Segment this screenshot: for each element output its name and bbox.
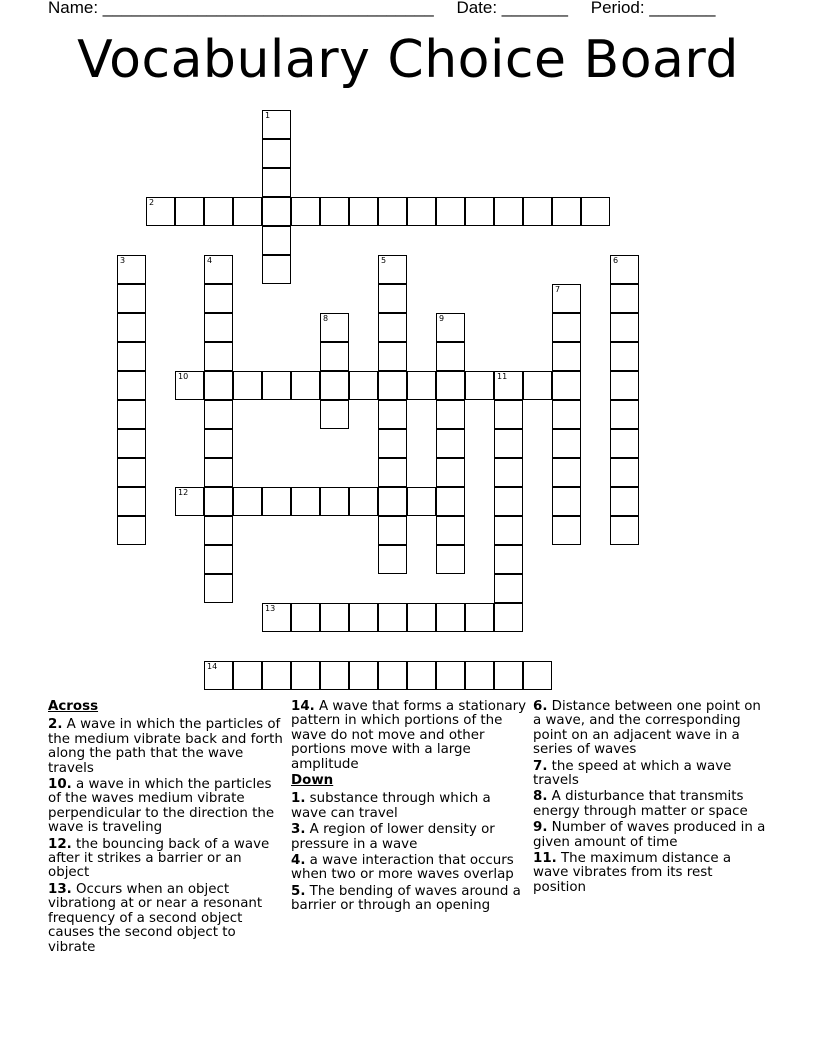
crossword-cell[interactable] [291, 487, 320, 516]
clue-number-label: 10 [178, 372, 189, 381]
crossword-cell[interactable] [233, 197, 262, 226]
clue-down-7: 7. the speed at which a wave travels [533, 758, 732, 789]
crossword-cell[interactable] [378, 197, 407, 226]
clue-down-8: 8. A disturbance that transmits energy through matter or space [533, 789, 748, 819]
crossword-cell[interactable] [494, 429, 523, 458]
crossword-cell[interactable] [494, 516, 523, 545]
crossword-cell[interactable] [378, 429, 407, 458]
crossword-cell[interactable] [204, 545, 233, 574]
clue-across-10: 10. a wave in which the particles of the waves medium vibrate perpendicular to the direction the wave is traveling [48, 777, 275, 836]
clue-number-label: 3 [120, 256, 126, 265]
crossword-cell[interactable] [175, 197, 204, 226]
crossword-cell[interactable] [552, 516, 581, 545]
clue-down-1: 1. substance through which a wave can travel [291, 791, 491, 821]
clue-column-2 [291, 700, 527, 916]
crossword-cell[interactable] [610, 400, 639, 429]
crossword-cell[interactable] [117, 458, 146, 487]
clue-number-label: 2 [149, 198, 155, 207]
clue-across-14: 14. A wave that forms a stationary pattern in which portions of the wave do not move and other portions move with a large amplitude [291, 699, 527, 772]
crossword-cell[interactable] [610, 313, 639, 342]
clue-number-label: 12 [178, 488, 189, 497]
clue-number-label: 6 [613, 256, 619, 265]
crossword-cell[interactable] [349, 197, 378, 226]
crossword-cell[interactable] [262, 661, 291, 690]
crossword-cell[interactable] [610, 255, 639, 284]
crossword-cell[interactable] [320, 313, 349, 342]
crossword-cell[interactable] [494, 400, 523, 429]
clue-across-13: 13. Occurs when an object vibrationg at or near a resonant frequency of a second object causes the second object to vibrate [48, 881, 263, 955]
crossword-cell[interactable] [262, 371, 291, 400]
name-field-label: Name: ___________________________________ [48, 0, 434, 17]
crossword-cell[interactable] [436, 545, 465, 574]
crossword-cell[interactable] [262, 487, 291, 516]
crossword-cell[interactable] [610, 342, 639, 371]
crossword-cell[interactable] [552, 342, 581, 371]
crossword-cell[interactable] [465, 371, 494, 400]
crossword-cell[interactable] [291, 371, 320, 400]
page-title: Vocabulary Choice Board [77, 30, 739, 90]
crossword-cell[interactable] [175, 487, 204, 516]
crossword-cell[interactable] [494, 574, 523, 603]
crossword-cell[interactable] [436, 400, 465, 429]
clue-list [48, 700, 778, 990]
crossword-cell[interactable] [552, 284, 581, 313]
crossword-cell[interactable] [233, 661, 262, 690]
crossword-cell[interactable] [465, 197, 494, 226]
crossword-cell[interactable] [581, 197, 610, 226]
crossword-cell[interactable] [436, 603, 465, 632]
crossword-cell[interactable] [465, 661, 494, 690]
period-field-label: Period: _______ [590, 0, 716, 17]
crossword-cell[interactable] [262, 110, 291, 139]
crossword-cell[interactable] [552, 429, 581, 458]
clue-number-label: 11 [497, 372, 508, 381]
crossword-cell[interactable] [320, 371, 349, 400]
crossword-cell[interactable] [378, 342, 407, 371]
clue-number-label: 5 [381, 256, 387, 265]
crossword-cell[interactable] [204, 458, 233, 487]
clue-across-12: 12. the bouncing back of a wave after it strikes a barrier or an object [48, 836, 270, 881]
crossword-cell[interactable] [436, 371, 465, 400]
crossword-cell[interactable] [320, 661, 349, 690]
crossword-cell[interactable] [349, 487, 378, 516]
clue-down-6: 6. Distance between one point on a wave, and the corresponding point on an adjacent wave in a series of waves [533, 699, 761, 758]
crossword-cell[interactable] [233, 487, 262, 516]
crossword-cell[interactable] [117, 342, 146, 371]
clue-number-label: 1 [265, 111, 271, 120]
crossword-cell[interactable] [610, 429, 639, 458]
crossword-cell[interactable] [320, 603, 349, 632]
crossword-cell[interactable] [146, 197, 175, 226]
crossword-cell[interactable] [523, 661, 552, 690]
crossword-cell[interactable] [494, 661, 523, 690]
clue-number-label: 7 [555, 285, 561, 294]
crossword-cell[interactable] [117, 429, 146, 458]
clue-down-5: 5. The bending of waves around a barrier or through an opening [291, 883, 521, 914]
crossword-cell[interactable] [204, 342, 233, 371]
crossword-cell[interactable] [378, 545, 407, 574]
crossword-cell[interactable] [436, 487, 465, 516]
crossword-cell[interactable] [407, 371, 436, 400]
clue-number-label: 13 [265, 604, 276, 613]
crossword-cell[interactable] [436, 661, 465, 690]
crossword-cell[interactable] [523, 371, 552, 400]
crossword-cell[interactable] [407, 487, 436, 516]
crossword-cell[interactable] [494, 487, 523, 516]
crossword-cell[interactable] [349, 661, 378, 690]
crossword-cell[interactable] [204, 313, 233, 342]
crossword-cell[interactable] [407, 197, 436, 226]
crossword-cell[interactable] [494, 197, 523, 226]
crossword-cell[interactable] [291, 197, 320, 226]
clue-column-3 [533, 700, 769, 897]
crossword-cell[interactable] [378, 400, 407, 429]
crossword-cell[interactable] [262, 197, 291, 226]
clue-down-3: 3. A region of lower density or pressure in a wave [291, 822, 495, 852]
crossword-cell[interactable] [610, 458, 639, 487]
crossword-cell[interactable] [262, 139, 291, 168]
crossword-cell[interactable] [291, 661, 320, 690]
crossword-cell[interactable] [262, 255, 291, 284]
crossword-cell[interactable] [523, 197, 552, 226]
crossword-cell[interactable] [552, 197, 581, 226]
crossword-cell[interactable] [610, 516, 639, 545]
crossword-cell[interactable] [378, 516, 407, 545]
crossword-cell[interactable] [204, 284, 233, 313]
crossword-cell[interactable] [378, 284, 407, 313]
crossword-cell[interactable] [349, 371, 378, 400]
crossword-cell[interactable] [552, 313, 581, 342]
crossword-cell[interactable] [204, 487, 233, 516]
clue-across-2: 2. A wave in which the particles of the medium vibrate back and forth along the path that the wave travels [48, 717, 283, 776]
crossword-cell[interactable] [436, 516, 465, 545]
crossword-cell[interactable] [610, 487, 639, 516]
crossword-cell[interactable] [175, 371, 204, 400]
crossword-cell[interactable] [407, 661, 436, 690]
crossword-cell[interactable] [204, 661, 233, 690]
crossword-cell[interactable] [320, 342, 349, 371]
crossword-cell[interactable] [436, 458, 465, 487]
crossword-cell[interactable] [552, 458, 581, 487]
crossword-cell[interactable] [465, 603, 494, 632]
crossword-cell[interactable] [552, 400, 581, 429]
crossword-cell[interactable] [204, 400, 233, 429]
clue-number-label: 9 [439, 314, 445, 323]
crossword-cell[interactable] [233, 371, 262, 400]
crossword-cell[interactable] [320, 197, 349, 226]
crossword-cell[interactable] [117, 371, 146, 400]
crossword-cell[interactable] [117, 487, 146, 516]
crossword-cell[interactable] [204, 371, 233, 400]
crossword-cell[interactable] [117, 400, 146, 429]
crossword-cell[interactable] [262, 603, 291, 632]
clue-number-label: 4 [207, 256, 213, 265]
clue-number-label: 8 [323, 314, 329, 323]
clue-down-9: 9. Number of waves produced in a given amount of time [533, 820, 766, 850]
crossword-cell[interactable] [552, 487, 581, 516]
crossword-cell[interactable] [610, 284, 639, 313]
clue-number-label: 14 [207, 662, 218, 671]
date-field-label: Date: _______ [456, 0, 568, 17]
across-heading: Across [48, 699, 99, 714]
crossword-cell[interactable] [204, 516, 233, 545]
crossword-cell[interactable] [494, 371, 523, 400]
crossword-cell[interactable] [407, 603, 436, 632]
crossword-cell[interactable] [378, 255, 407, 284]
crossword-cell[interactable] [320, 400, 349, 429]
clue-column-1 [48, 700, 284, 957]
crossword-cell[interactable] [552, 371, 581, 400]
crossword-cell[interactable] [349, 603, 378, 632]
crossword-cell[interactable] [204, 574, 233, 603]
crossword-cell[interactable] [117, 284, 146, 313]
crossword-cell[interactable] [320, 487, 349, 516]
crossword-cell[interactable] [378, 458, 407, 487]
crossword-cell[interactable] [436, 429, 465, 458]
crossword-cell[interactable] [262, 168, 291, 197]
crossword-cell[interactable] [378, 371, 407, 400]
crossword-cell[interactable] [262, 226, 291, 255]
crossword-cell[interactable] [117, 313, 146, 342]
crossword-cell[interactable] [610, 371, 639, 400]
crossword-cell[interactable] [378, 661, 407, 690]
crossword-cell[interactable] [494, 603, 523, 632]
crossword-cell[interactable] [204, 429, 233, 458]
crossword-cell[interactable] [436, 313, 465, 342]
crossword-cell[interactable] [436, 342, 465, 371]
crossword-cell[interactable] [204, 255, 233, 284]
crossword-cell[interactable] [291, 603, 320, 632]
crossword-cell[interactable] [117, 516, 146, 545]
crossword-cell[interactable] [378, 313, 407, 342]
crossword-cell[interactable] [378, 487, 407, 516]
crossword-cell[interactable] [117, 255, 146, 284]
clue-down-11: 11. The maximum distance a wave vibrates from its rest position [533, 851, 732, 895]
down-heading: Down [291, 773, 334, 789]
crossword-cell[interactable] [494, 545, 523, 574]
crossword-cell[interactable] [204, 197, 233, 226]
clue-down-4: 4. a wave interaction that occurs when two or more waves overlap [291, 853, 514, 883]
crossword-cell[interactable] [494, 458, 523, 487]
crossword-cell[interactable] [378, 603, 407, 632]
crossword-cell[interactable] [436, 197, 465, 226]
